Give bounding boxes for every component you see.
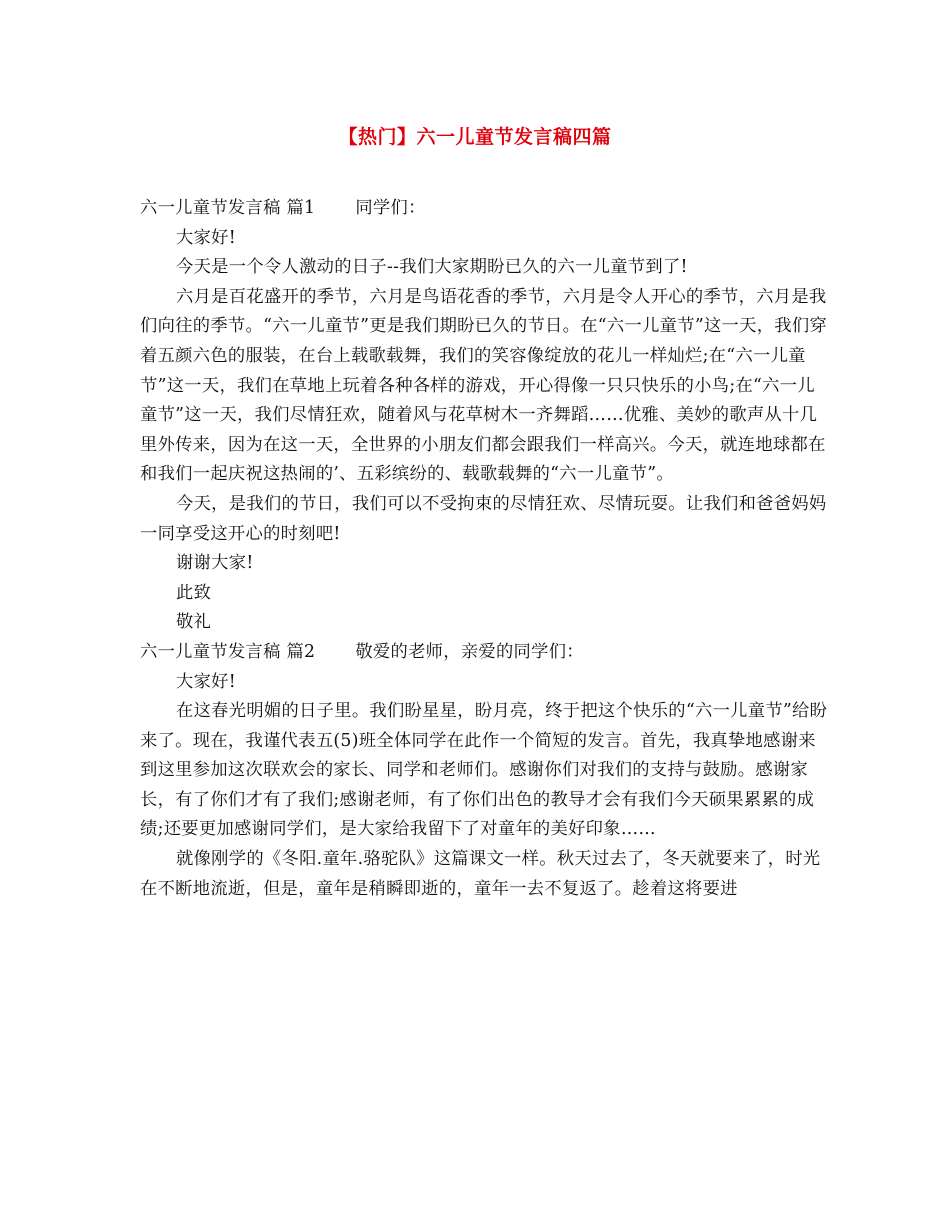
section-1-thanks: 谢谢大家! — [176, 553, 254, 574]
section-1-closing-2: 敬礼 — [176, 612, 212, 633]
document-title: 【热门】六一儿童节发言稿四篇 — [338, 126, 612, 148]
section-1-greeting: 同学们： — [355, 198, 426, 218]
section-1-paragraph-1: 今天是一个令人激动的日子--我们大家期盼已久的六一儿童节到了! — [176, 257, 688, 278]
section-2-paragraph-2: 就像刚学的《冬阳.童年.骆驼队》这篇课文一样。秋天过去了，冬天就要来了，时光在不断地流逝，但是，童年是稍瞬即逝的，童年一去不复返了。趁着这将要进 — [140, 849, 821, 899]
section-2-greeting: 敬爱的老师，亲爱的同学们： — [355, 641, 584, 662]
section-1-closing-1: 此致 — [176, 582, 212, 603]
section-2-paragraph-1: 在这春光明媚的日子里。我们盼星星，盼月亮，终于把这个快乐的“六一儿童节”给盼来了。现在，我谨代表五(5)班全体同学在此作一个简短的发言。首先，我真挚地感谢来到这里参加这次联欢会的家长、同学和老师们。感谢你们对我们的支持与鼓励。感谢家长，有了你们才有了我们;感谢老师，有了你们出色的教导才会有我们今天硕果累累的成绩;还要更加感谢同学们，是大家给我留下了对童年的美好印象…… — [140, 701, 828, 840]
section-1-heading: 六一儿童节发言稿 篇1 — [140, 198, 316, 218]
section-2-hello: 大家好! — [176, 671, 236, 692]
section-2-heading: 六一儿童节发言稿 篇2 — [140, 641, 316, 662]
section-1-paragraph-2: 六月是百花盛开的季节，六月是鸟语花香的季节，六月是令人开心的季节，六月是我们向往的季节。“六一儿童节”更是我们期盼已久的节日。在“六一儿童节”这一天，我们穿着五颜六色的服装，在台上载歌载舞，我们的笑容像绽放的花儿一样灿烂;在“六一儿童节”这一天，我们在草地上玩着各种各样的游戏，开心得像一只只快乐的小鸟;在“六一儿童节”这一天，我们尽情狂欢，随着风与花草树木一齐舞蹈……优雅、美妙的歌声从十几里外传来，因为在这一天，全世界的小朋友们都会跟我们一样高兴。今天，就连地球都在和我们一起庆祝这热闹的’、五彩缤纷的、载歌载舞的“六一儿童节”。 — [140, 286, 828, 485]
section-2-heading-line — [140, 638, 830, 668]
document-body — [140, 194, 830, 904]
section-1-paragraph-3: 今天，是我们的节日，我们可以不受拘束的尽情狂欢、尽情玩耍。让我们和爸爸妈妈一同享受这开心的时刻吧! — [140, 493, 827, 544]
section-1-hello: 大家好! — [176, 227, 236, 248]
section-1-heading-line — [140, 194, 830, 224]
